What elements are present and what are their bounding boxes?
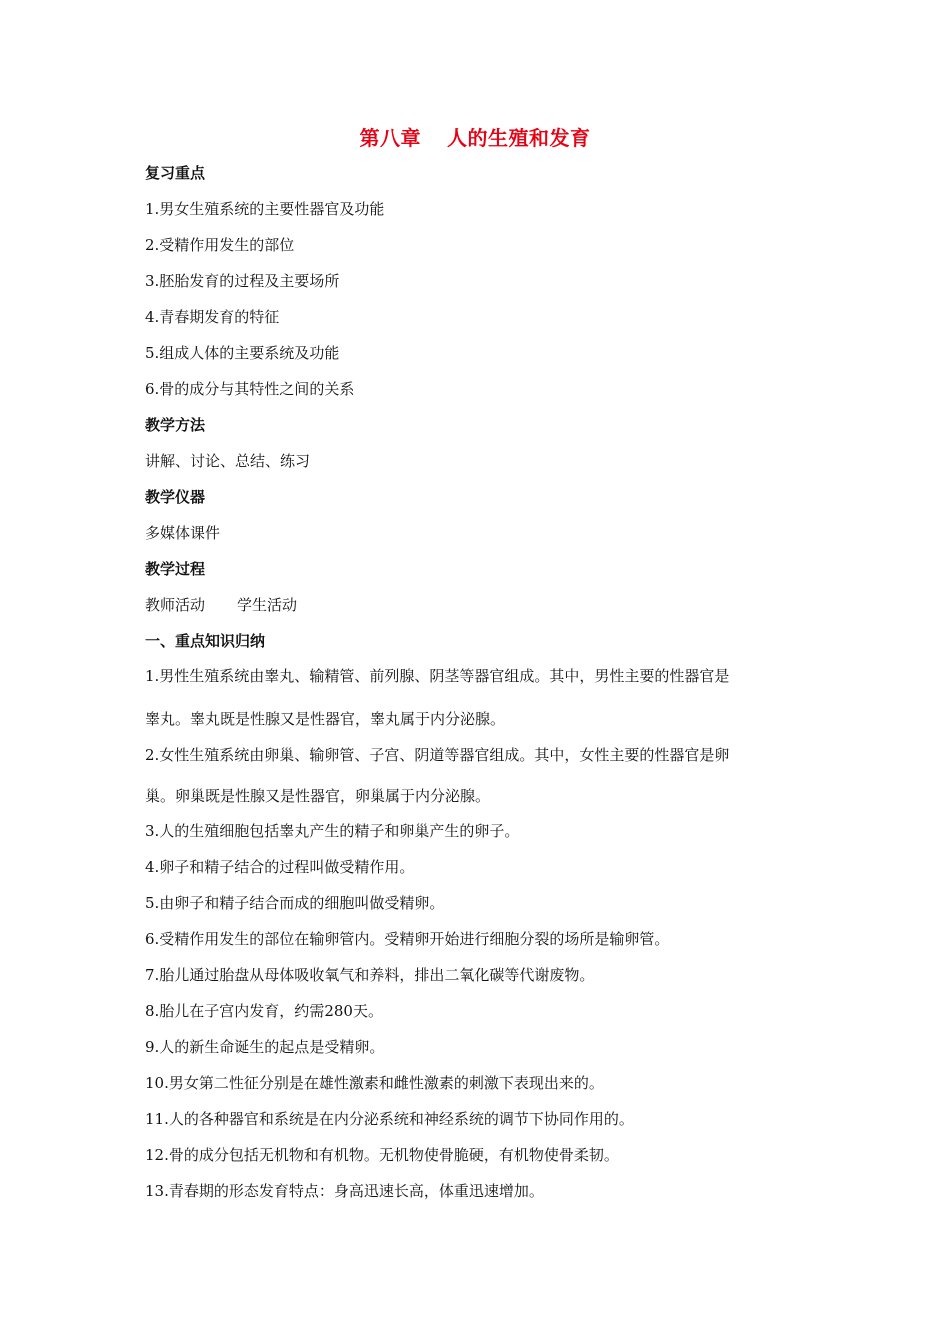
point-line: 3.人的生殖细胞包括睾丸产生的精子和卵巢产生的卵子。 [145, 822, 520, 840]
chapter-name: 人的生殖和发育 [447, 126, 591, 150]
point-line: 8.胎儿在子宫内发育，约需280天。 [145, 1002, 383, 1020]
point-line: 11.人的各种器官和系统是在内分泌系统和神经系统的调节下协同作用的。 [145, 1110, 634, 1128]
page-title [0, 122, 950, 151]
review-heading: 复习重点 [145, 164, 206, 182]
process-columns [145, 595, 297, 615]
method-text: 讲解、讨论、总结、练习 [145, 452, 311, 470]
point-line: 2.女性生殖系统由卵巢、输卵管、子宫、阴道等器官组成。其中，女性主要的性器官是卵 [145, 746, 730, 764]
review-item: 2.受精作用发生的部位 [145, 236, 295, 254]
point-line: 13.青春期的形态发育特点：身高迅速长高，体重迅速增加。 [145, 1182, 544, 1200]
point-line: 12.骨的成分包括无机物和有机物。无机物使骨脆硬，有机物使骨柔韧。 [145, 1146, 619, 1164]
review-item: 6.骨的成分与其特性之间的关系 [145, 380, 355, 398]
review-item: 5.组成人体的主要系统及功能 [145, 344, 340, 362]
point-line: 9.人的新生命诞生的起点是受精卵。 [145, 1038, 385, 1056]
review-item: 1.男女生殖系统的主要性器官及功能 [145, 200, 385, 218]
point-line: 4.卵子和精子结合的过程叫做受精作用。 [145, 858, 415, 876]
teacher-activity-label: 教师活动 [145, 596, 206, 614]
instrument-text: 多媒体课件 [145, 524, 221, 542]
section1-heading: 一、重点知识归纳 [145, 632, 266, 650]
process-heading: 教学过程 [145, 560, 206, 578]
method-heading: 教学方法 [145, 416, 206, 434]
point-line: 1.男性生殖系统由睾丸、输精管、前列腺、阴茎等器官组成。其中，男性主要的性器官是 [145, 667, 730, 685]
point-line: 10.男女第二性征分别是在雄性激素和雌性激素的刺激下表现出来的。 [145, 1074, 604, 1092]
instrument-heading: 教学仪器 [145, 488, 206, 506]
chapter-number: 第八章 [359, 126, 421, 150]
review-item: 3.胚胎发育的过程及主要场所 [145, 272, 340, 290]
point-line: 睾丸。睾丸既是性腺又是性器官，睾丸属于内分泌腺。 [145, 710, 506, 728]
point-line: 7.胎儿通过胎盘从母体吸收氧气和养料，排出二氧化碳等代谢废物。 [145, 966, 595, 984]
point-line: 6.受精作用发生的部位在输卵管内。受精卵开始进行细胞分裂的场所是输卵管。 [145, 930, 670, 948]
review-item: 4.青春期发育的特征 [145, 308, 280, 326]
point-line: 5.由卵子和精子结合而成的细胞叫做受精卵。 [145, 894, 445, 912]
student-activity-label: 学生活动 [237, 596, 298, 614]
point-line: 巢。卵巢既是性腺又是性器官，卵巢属于内分泌腺。 [145, 787, 491, 805]
